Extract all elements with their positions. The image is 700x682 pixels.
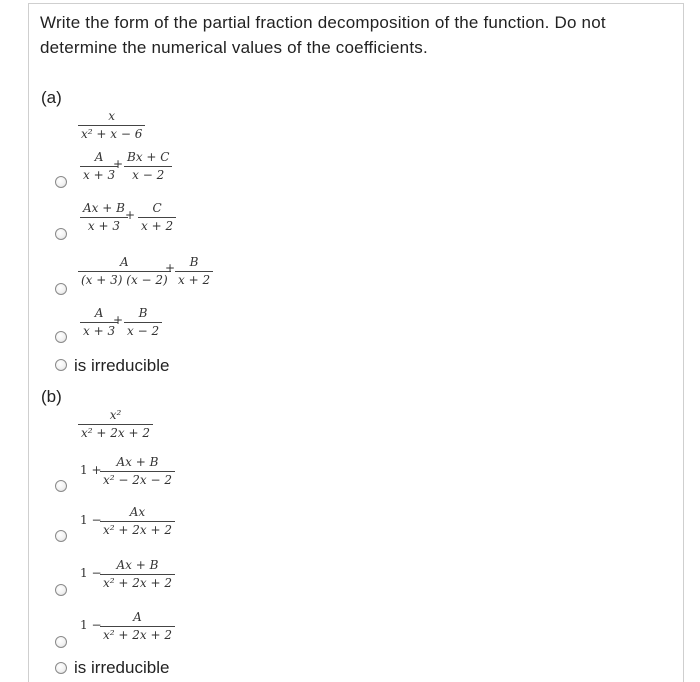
part-b-option-1-fraction [100, 456, 175, 487]
part-b-label: (b) [41, 387, 62, 406]
denominator: x + 3 [83, 324, 116, 338]
numerator: Bx + C [127, 150, 170, 164]
part-b-function-numerator: x² [109, 408, 122, 422]
denominator: x + 3 [87, 219, 121, 233]
numerator: A [133, 610, 142, 624]
denominator: x² + 2x + 2 [103, 523, 172, 537]
part-a-function-denominator: x² + x − 6 [81, 127, 143, 141]
numerator: Ax [129, 505, 146, 519]
numerator: B [189, 255, 199, 269]
denominator: x + 3 [83, 168, 116, 182]
numerator: Ax + B [116, 455, 159, 469]
part-a-option-1-radio[interactable] [55, 176, 67, 188]
part-a-option-3-radio[interactable] [55, 283, 67, 295]
part-a-option-3-term-2 [175, 256, 213, 287]
denominator: x² + 2x + 2 [103, 628, 172, 642]
numerator: A [120, 255, 129, 269]
denominator: x + 2 [141, 219, 174, 233]
plus-operator: + [165, 261, 176, 275]
numerator: A [94, 306, 104, 320]
part-a-option-2-term-1 [80, 202, 128, 233]
question-prompt: Write the form of the partial fraction decomposition of the function. Do not determine the numerical values of the coefficients. [40, 13, 606, 57]
part-a-option-4-radio[interactable] [55, 331, 67, 343]
denominator: (x + 3) (x − 2) [81, 273, 168, 287]
part-a-function-numerator: x [108, 109, 116, 123]
part-a-option-3-term-1 [78, 256, 171, 287]
plus-operator: + [113, 313, 124, 327]
part-b-option-1-prefix: 1 + [80, 463, 102, 477]
numerator: B [138, 306, 148, 320]
denominator: x − 2 [127, 324, 160, 338]
plus-operator: + [125, 208, 136, 222]
numerator: Ax + B [116, 558, 159, 572]
part-a-option-2-term-2 [138, 202, 176, 233]
denominator: x² + 2x + 2 [103, 576, 172, 590]
part-a-label: (a) [41, 88, 62, 107]
part-b-option-5-radio[interactable] [55, 662, 67, 674]
part-b-option-3-prefix: 1 − [80, 566, 102, 580]
part-b-option-4-radio[interactable] [55, 636, 67, 648]
part-b-option-4-prefix: 1 − [80, 618, 102, 632]
plus-operator: + [113, 157, 124, 171]
part-b-option-1-radio[interactable] [55, 480, 67, 492]
part-b-option-3-radio[interactable] [55, 584, 67, 596]
part-a-function [78, 110, 145, 141]
part-a-option-5-radio[interactable] [55, 359, 67, 371]
numerator: C [152, 201, 162, 215]
part-b-option-5-label: is irreducible [74, 658, 170, 677]
denominator: x² − 2x − 2 [103, 473, 172, 487]
part-a-option-2-radio[interactable] [55, 228, 67, 240]
part-b-option-3-fraction [100, 559, 175, 590]
denominator: x − 2 [132, 168, 165, 182]
numerator: Ax + B [83, 201, 125, 215]
denominator: x + 2 [178, 273, 211, 287]
part-a-option-5-label: is irreducible [74, 356, 170, 375]
part-b-option-2-prefix: 1 − [80, 513, 102, 527]
part-a-option-4-term-2 [124, 307, 162, 338]
part-b-option-2-fraction [100, 506, 175, 537]
part-a-option-1-term-2 [124, 151, 172, 182]
part-b-function [78, 409, 153, 440]
part-b-option-4-fraction [100, 611, 175, 642]
part-b-option-2-radio[interactable] [55, 530, 67, 542]
numerator: A [94, 150, 104, 164]
part-b-function-denominator: x² + 2x + 2 [81, 426, 150, 440]
